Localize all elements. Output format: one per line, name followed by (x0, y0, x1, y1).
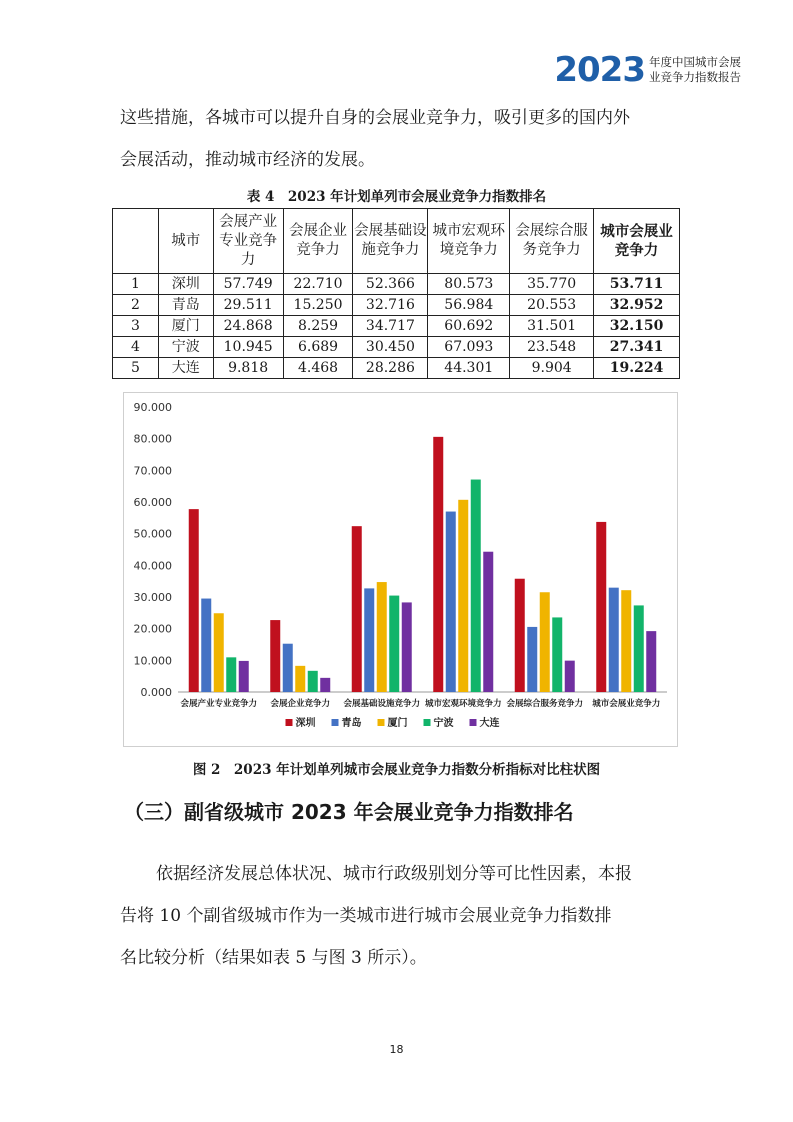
legend-label: 厦门 (387, 718, 408, 729)
bar (389, 596, 399, 692)
bar (458, 500, 468, 692)
bar (377, 582, 387, 692)
legend-swatch (332, 719, 339, 726)
table-cell: 20.553 (510, 295, 594, 316)
table-cell: 67.093 (428, 337, 510, 358)
header-col: 会展综合服务竞争力 (510, 209, 594, 274)
intro-line-2: 会展活动，推动城市经济的发展。 (120, 150, 375, 170)
table-cell: 32.716 (353, 295, 428, 316)
bar (596, 522, 606, 692)
table-cell: 56.984 (428, 295, 510, 316)
header-year: 2023 (554, 50, 645, 90)
legend-swatch (470, 719, 477, 726)
bar (483, 552, 493, 692)
y-tick-label: 80.000 (133, 432, 172, 446)
bar-chart (123, 392, 678, 747)
bar (352, 526, 362, 692)
bar (283, 644, 293, 692)
header-col: 会展企业竞争力 (283, 209, 353, 274)
table-caption: 表 4 2023 年计划单列市会展业竞争力指数排名 (246, 189, 547, 205)
table-cell: 23.548 (510, 337, 594, 358)
table-cell: 5 (113, 358, 159, 379)
body-paragraph (120, 853, 680, 979)
x-tick-label: 城市会展业竞争力 (592, 699, 661, 709)
table-cell: 宁波 (158, 337, 213, 358)
x-tick-label: 会展基础设施竞争力 (343, 699, 421, 709)
y-tick-label: 30.000 (133, 591, 172, 604)
table-cell: 厦门 (158, 316, 213, 337)
bar (402, 602, 412, 692)
bar (270, 620, 280, 692)
ranking-table (112, 208, 680, 379)
report-header (554, 48, 741, 92)
table-cell: 10.945 (213, 337, 283, 358)
table-cell: 27.341 (594, 337, 680, 358)
table-cell: 15.250 (283, 295, 353, 316)
table-cell: 30.450 (353, 337, 428, 358)
y-tick-label: 90.000 (133, 401, 172, 414)
bar-chart-svg (124, 393, 677, 746)
body-line-2: 告将 10 个副省级城市作为一类城市进行城市会展业竞争力指数排 (120, 906, 612, 926)
table-row (113, 274, 680, 295)
bar (515, 579, 525, 692)
figure-caption: 图 2 2023 年计划单列城市会展业竞争力指数分析指标对比柱状图 (192, 762, 601, 778)
y-tick-label: 50.000 (133, 527, 172, 541)
bar (295, 666, 305, 692)
bar (609, 588, 619, 692)
y-tick-label: 20.000 (133, 622, 172, 636)
bar (308, 671, 318, 692)
bar (634, 605, 644, 692)
section-title: （三）副省级城市 2023 年会展业竞争力指数排名 (124, 800, 574, 824)
table-cell: 青岛 (158, 295, 213, 316)
x-tick-label: 会展企业竞争力 (270, 699, 331, 709)
y-tick-label: 60.000 (133, 496, 172, 509)
legend-label: 宁波 (433, 718, 454, 729)
bar (565, 661, 575, 692)
table-row (113, 316, 680, 337)
header-col: 城市宏观环境竞争力 (428, 209, 510, 274)
table-cell: 28.286 (353, 358, 428, 379)
table-cell: 22.710 (283, 274, 353, 295)
table-cell: 53.711 (594, 274, 680, 295)
header-line-2: 业竞争力指数报告 (649, 70, 741, 84)
table-row (113, 295, 680, 316)
table-cell: 9.818 (213, 358, 283, 379)
table-cell: 3 (113, 316, 159, 337)
y-tick-label: 0.000 (140, 686, 172, 699)
legend-swatch (286, 719, 293, 726)
bar (446, 512, 456, 692)
table-cell: 52.366 (353, 274, 428, 295)
table-cell: 深圳 (158, 274, 213, 295)
table-cell: 4 (113, 337, 159, 358)
page-number: 18 (389, 1043, 404, 1056)
table-cell: 6.689 (283, 337, 353, 358)
legend-swatch (378, 719, 385, 726)
bar (364, 588, 374, 692)
legend-label: 大连 (479, 718, 500, 729)
table-cell: 31.501 (510, 316, 594, 337)
x-tick-label: 城市宏观环境竞争力 (424, 699, 502, 709)
table-header-row (113, 209, 680, 274)
bar (646, 631, 656, 692)
bar (527, 627, 537, 692)
table-row (113, 337, 680, 358)
table-cell: 60.692 (428, 316, 510, 337)
table-cell: 大连 (158, 358, 213, 379)
legend-label: 青岛 (341, 718, 362, 729)
bar (433, 437, 443, 692)
table-cell: 19.224 (594, 358, 680, 379)
intro-paragraph (120, 97, 680, 181)
header-subtitle (649, 55, 741, 85)
table-cell: 32.150 (594, 316, 680, 337)
bar (201, 599, 211, 692)
header-rank (113, 209, 159, 274)
legend-label: 深圳 (295, 718, 316, 729)
bar (320, 678, 330, 692)
table-cell: 32.952 (594, 295, 680, 316)
table-cell: 1 (113, 274, 159, 295)
body-line-1: 依据经济发展总体状况、城市行政级别划分等可比性因素，本报 (156, 864, 632, 884)
table-cell: 2 (113, 295, 159, 316)
table-cell: 57.749 (213, 274, 283, 295)
y-tick-label: 10.000 (133, 654, 172, 668)
bar (226, 657, 236, 692)
header-col: 会展产业专业竞争力 (213, 209, 283, 274)
table-cell: 34.717 (353, 316, 428, 337)
bar (214, 613, 224, 692)
header-col: 会展基础设施竞争力 (353, 209, 428, 274)
bar (540, 592, 550, 692)
bar (471, 480, 481, 692)
legend-swatch (424, 719, 431, 726)
x-tick-label: 会展产业专业竞争力 (180, 699, 258, 709)
bar (552, 617, 562, 692)
y-tick-label: 40.000 (133, 559, 172, 573)
table-cell: 9.904 (510, 358, 594, 379)
bar (621, 590, 631, 692)
header-total: 城市会展业竞争力 (594, 209, 680, 274)
intro-line-1: 这些措施，各城市可以提升自身的会展业竞争力，吸引更多的国内外 (120, 108, 630, 128)
x-tick-label: 会展综合服务竞争力 (506, 699, 584, 709)
table-cell: 35.770 (510, 274, 594, 295)
header-city: 城市 (158, 209, 213, 274)
table-cell: 4.468 (283, 358, 353, 379)
table-cell: 29.511 (213, 295, 283, 316)
table-cell: 44.301 (428, 358, 510, 379)
bar (239, 661, 249, 692)
table-cell: 80.573 (428, 274, 510, 295)
table-cell: 8.259 (283, 316, 353, 337)
table-row (113, 358, 680, 379)
header-line-1: 年度中国城市会展 (649, 55, 741, 69)
y-tick-label: 70.000 (133, 464, 172, 478)
body-line-3: 名比较分析（结果如表 5 与图 3 所示）。 (120, 948, 427, 968)
bar (189, 509, 199, 692)
table-cell: 24.868 (213, 316, 283, 337)
